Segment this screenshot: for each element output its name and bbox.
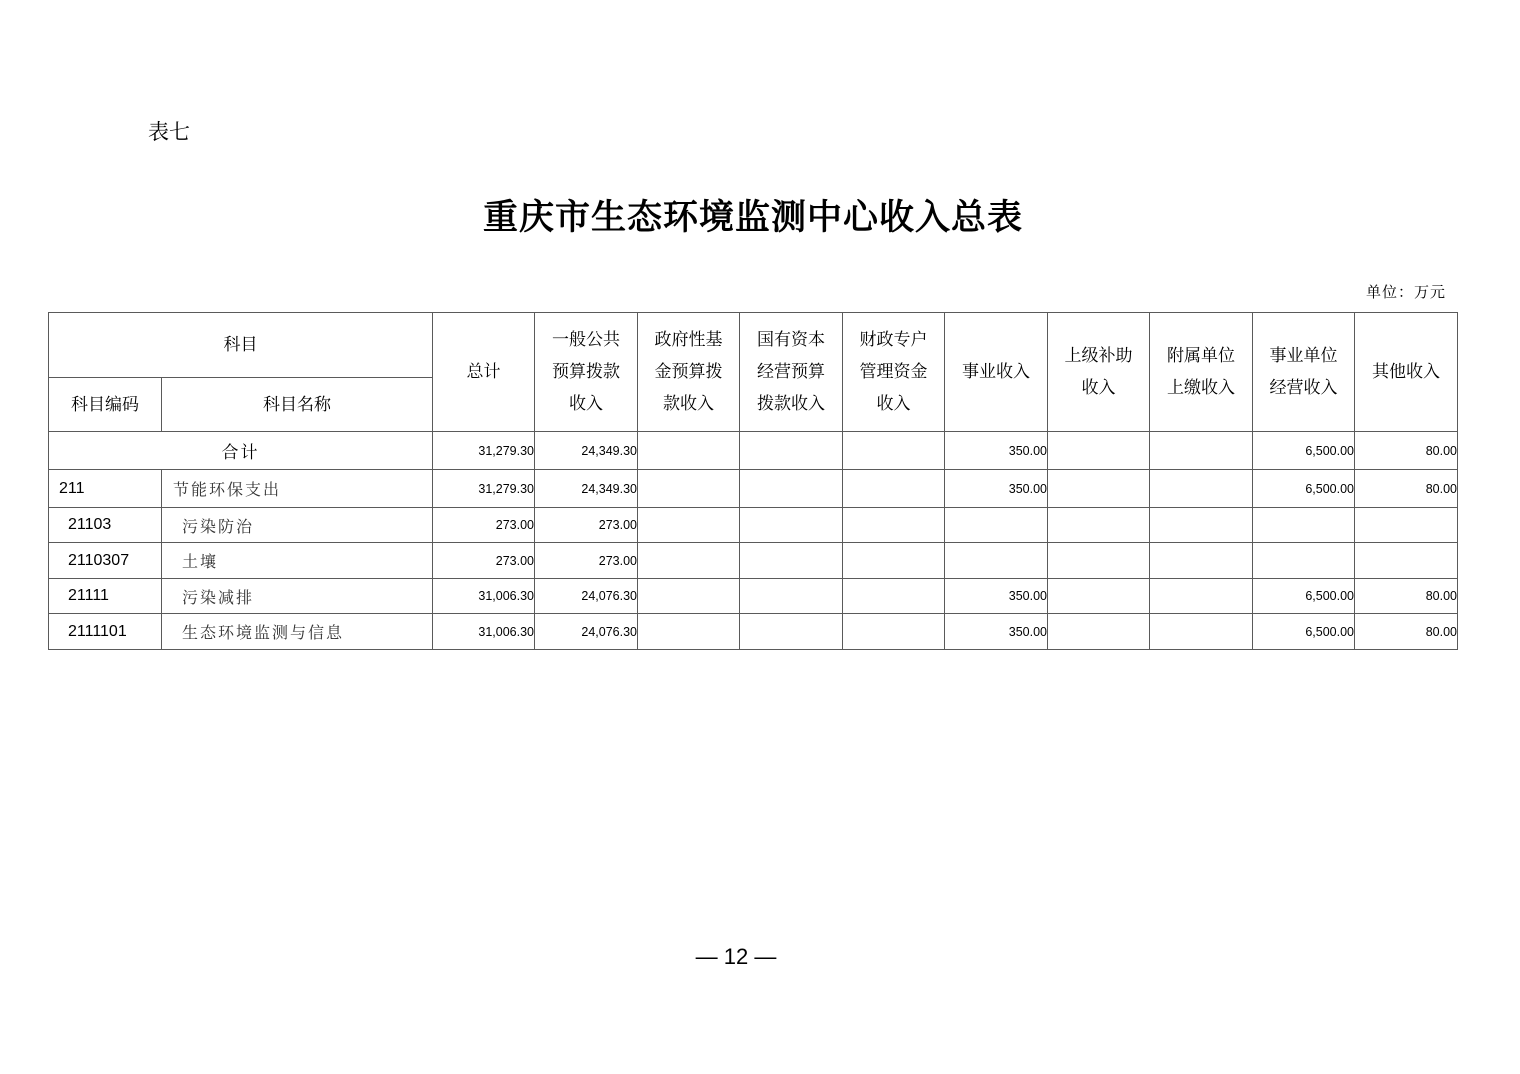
value-cell: 273.00 (535, 543, 638, 579)
value-cell (638, 579, 740, 614)
table-row (49, 543, 1458, 579)
header-line: 收入 (876, 394, 911, 414)
value-cell: 31,006.30 (433, 614, 535, 650)
value-cell (740, 470, 843, 508)
header-line: 国有资本 (757, 330, 825, 350)
value-cell (843, 579, 945, 614)
value-cell (1150, 614, 1253, 650)
header-subject-code: 科目编码 (49, 378, 162, 432)
header-other-income: 其他收入 (1355, 313, 1458, 432)
value-cell (945, 543, 1048, 579)
header-line: 经营预算 (757, 362, 825, 382)
header-line: 款收入 (663, 394, 714, 414)
table-row (49, 508, 1458, 543)
header-subject: 科目 (49, 313, 433, 378)
table-row (49, 614, 1458, 650)
value-cell (1150, 470, 1253, 508)
header-row (49, 313, 1458, 378)
header-total: 总计 (433, 313, 535, 432)
value-cell (843, 432, 945, 470)
value-cell (945, 508, 1048, 543)
value-cell: 31,006.30 (433, 579, 535, 614)
header-special-fund (843, 313, 945, 432)
header-business-income: 事业收入 (945, 313, 1048, 432)
value-cell (1150, 432, 1253, 470)
value-cell: 31,279.30 (433, 470, 535, 508)
page-number: — 12 — (695, 944, 777, 969)
value-cell (843, 508, 945, 543)
unit-label: 单位：万元 (1365, 283, 1446, 301)
value-cell (1150, 579, 1253, 614)
total-label: 合计 (49, 432, 433, 470)
total-row (49, 432, 1458, 470)
value-cell (638, 508, 740, 543)
header-line: 拨款收入 (757, 394, 825, 414)
header-operating-income (1253, 313, 1355, 432)
value-cell: 24,349.30 (535, 432, 638, 470)
subject-name: 生态环境监测与信息 (162, 614, 433, 650)
header-line: 上缴收入 (1167, 378, 1235, 398)
header-line: 金预算拨 (654, 362, 723, 382)
value-cell (740, 432, 843, 470)
value-cell (740, 579, 843, 614)
subject-name: 节能环保支出 (162, 470, 433, 508)
value-cell (638, 470, 740, 508)
value-cell (1048, 543, 1150, 579)
subject-name: 污染减排 (162, 579, 433, 614)
value-cell (1048, 432, 1150, 470)
value-cell: 350.00 (945, 432, 1048, 470)
value-cell (1048, 579, 1150, 614)
table-label: 表七 (148, 120, 190, 144)
income-summary-table (48, 312, 1458, 650)
value-cell (1253, 508, 1355, 543)
value-cell: 80.00 (1355, 579, 1458, 614)
header-subject-name: 科目名称 (162, 378, 433, 432)
value-cell: 6,500.00 (1253, 432, 1355, 470)
value-cell: 350.00 (945, 614, 1048, 650)
value-cell (843, 614, 945, 650)
header-line: 事业单位 (1269, 346, 1338, 366)
value-cell (1048, 470, 1150, 508)
value-cell: 31,279.30 (433, 432, 535, 470)
value-cell: 80.00 (1355, 470, 1458, 508)
value-cell: 6,500.00 (1253, 614, 1355, 650)
value-cell (638, 614, 740, 650)
header-gov-fund (638, 313, 740, 432)
value-cell (638, 432, 740, 470)
value-cell (740, 614, 843, 650)
header-state-capital (740, 313, 843, 432)
table-row (49, 579, 1458, 614)
value-cell: 273.00 (433, 508, 535, 543)
value-cell (843, 543, 945, 579)
value-cell: 350.00 (945, 470, 1048, 508)
value-cell: 80.00 (1355, 432, 1458, 470)
header-line: 经营收入 (1269, 378, 1338, 398)
header-line: 收入 (1081, 378, 1116, 398)
value-cell (1253, 543, 1355, 579)
value-cell (740, 508, 843, 543)
value-cell: 24,076.30 (535, 579, 638, 614)
header-line: 政府性基 (654, 330, 723, 350)
value-cell (740, 543, 843, 579)
header-general-budget (535, 313, 638, 432)
value-cell: 6,500.00 (1253, 470, 1355, 508)
header-line: 附属单位 (1167, 346, 1235, 366)
subject-code: 2111101 (49, 614, 162, 650)
value-cell: 6,500.00 (1253, 579, 1355, 614)
header-line: 上级补助 (1064, 346, 1133, 366)
value-cell (1048, 508, 1150, 543)
header-line: 收入 (569, 394, 603, 414)
header-superior-subsidy (1048, 313, 1150, 432)
value-cell (1150, 508, 1253, 543)
table-row (49, 470, 1458, 508)
value-cell: 273.00 (433, 543, 535, 579)
subject-name: 土壤 (162, 543, 433, 579)
subject-code: 211 (49, 470, 162, 508)
value-cell: 24,076.30 (535, 614, 638, 650)
value-cell (1150, 543, 1253, 579)
value-cell (1355, 508, 1458, 543)
value-cell: 80.00 (1355, 614, 1458, 650)
subject-code: 21111 (49, 579, 162, 614)
value-cell (638, 543, 740, 579)
value-cell: 24,349.30 (535, 470, 638, 508)
subject-code: 21103 (49, 508, 162, 543)
document-title: 重庆市生态环境监测中心收入总表 (482, 197, 1023, 238)
value-cell: 350.00 (945, 579, 1048, 614)
value-cell (1355, 543, 1458, 579)
header-line: 财政专户 (859, 330, 928, 350)
header-line: 一般公共 (552, 330, 620, 350)
subject-code: 2110307 (49, 543, 162, 579)
subject-name: 污染防治 (162, 508, 433, 543)
header-affiliated-income (1150, 313, 1253, 432)
value-cell: 273.00 (535, 508, 638, 543)
header-line: 管理资金 (859, 362, 928, 382)
value-cell (843, 470, 945, 508)
header-line: 预算拨款 (552, 362, 620, 382)
value-cell (1048, 614, 1150, 650)
